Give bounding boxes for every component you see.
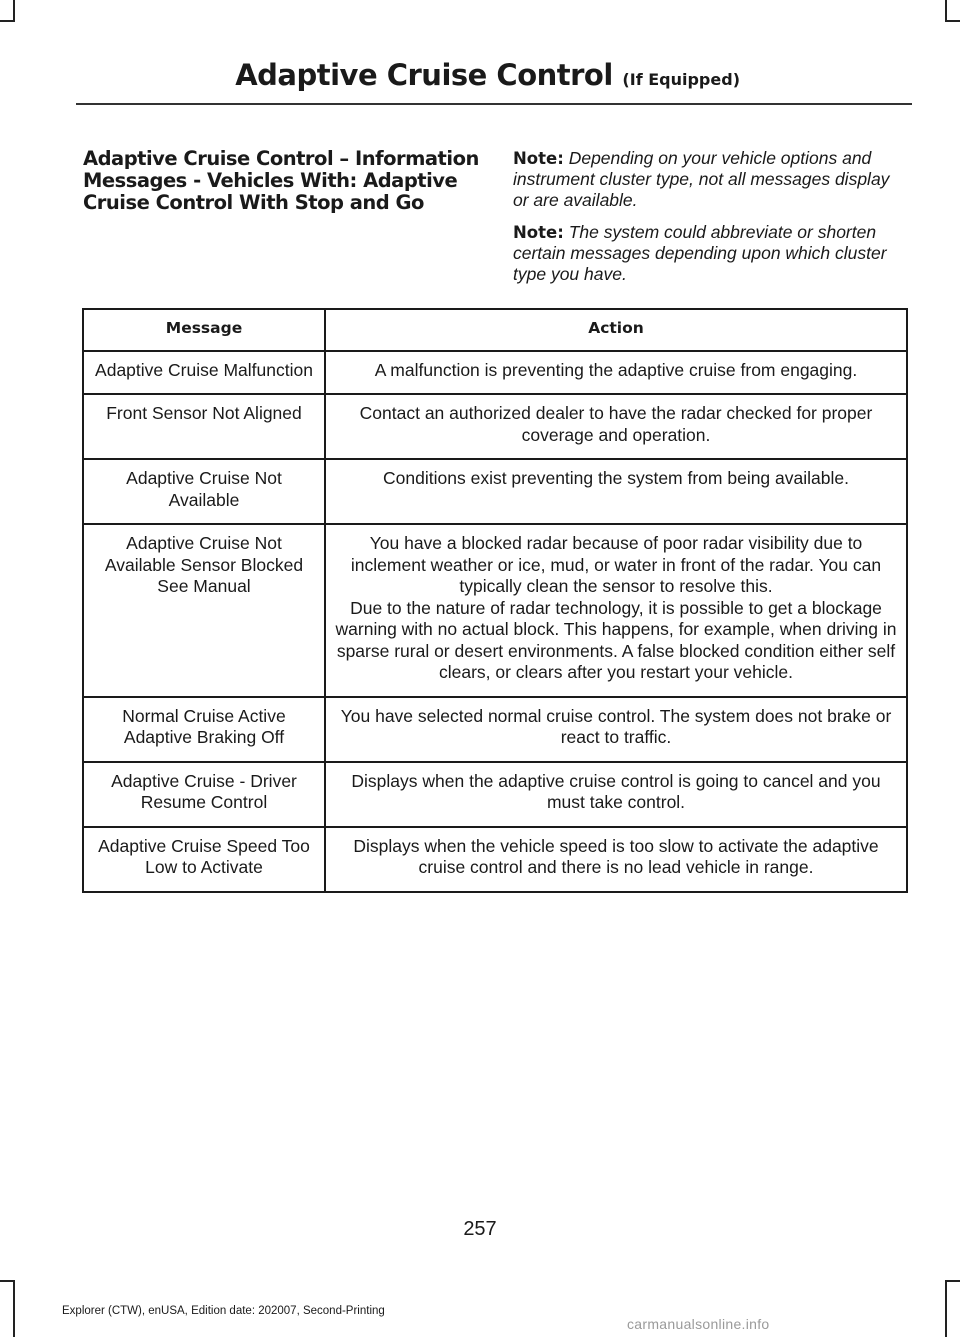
note-label: Note: [513,149,564,168]
table-row [83,827,907,892]
note-text: The system could abbreviate or shorten certain messages depending upon which cluster type you have. [513,222,887,284]
action-text: Due to the nature of radar technology, it is possible to get a blockage warning with no actual block. This happens, for example, when driving in sparse rural or desert environments. A false blocked condition either self clears, or clears after you restart your vehicle. [335,597,897,682]
note-label: Note: [513,223,564,242]
action-text: You have selected normal cruise control. The system does not brake or react to traffic. [340,705,892,747]
crop-mark [13,0,15,22]
crop-mark [945,1280,947,1337]
action-text: You have a blocked radar because of poor radar visibility due to inclement weather or ice, mud, or water in front of the radar. You can typically clean the sensor to resolve this. [350,533,882,596]
action-text: Contact an authorized dealer to have the radar checked for proper coverage and operation. [359,403,873,445]
action-cell [325,459,907,524]
column-header-action: Action [325,309,907,351]
message-cell: Adaptive Cruise - Driver Resume Control [83,762,325,827]
message-cell: Normal Cruise Active Adaptive Braking Off [83,697,325,762]
column-header-message: Message [83,309,325,351]
header-subtitle: (If Equipped) [622,70,740,89]
message-cell: Adaptive Cruise Malfunction [83,351,325,395]
action-cell [325,351,907,395]
table-row [83,697,907,762]
section-heading: Adaptive Cruise Control – Information Messages - Vehicles With: Adaptive Cruise Control With Stop and Go [83,147,479,214]
note-paragraph [513,222,908,285]
table-row [83,524,907,697]
message-cell: Adaptive Cruise Speed Too Low to Activate [83,827,325,892]
crop-mark [13,1280,15,1337]
messages-table [82,308,908,893]
page-number: 257 [463,1218,497,1240]
note-text: Depending on your vehicle options and instrument cluster type, not all messages display or are available. [513,148,890,210]
action-cell [325,394,907,459]
message-cell: Adaptive Cruise Not Available Sensor Blocked See Manual [83,524,325,697]
watermark: carmanualsonline.info [627,1316,770,1332]
action-cell [325,827,907,892]
action-text: Conditions exist preventing the system from being available. [383,468,849,488]
crop-mark [945,20,960,22]
crop-mark [945,0,947,22]
action-cell [325,524,907,697]
crop-mark [0,20,15,22]
message-cell: Front Sensor Not Aligned [83,394,325,459]
table-row [83,394,907,459]
action-text: Displays when the adaptive cruise control is going to cancel and you must take control. [351,770,881,812]
table-header-row [83,309,907,351]
table-row [83,762,907,827]
crop-mark [0,1280,15,1282]
crop-mark [945,1280,960,1282]
action-cell [325,697,907,762]
header-title-text: Adaptive Cruise Control [235,58,613,92]
action-text: Displays when the vehicle speed is too slow to activate the adaptive cruise control and there is no lead vehicle in range. [353,835,879,877]
notes-column [513,148,908,296]
table-row [83,459,907,524]
action-text: A malfunction is preventing the adaptive cruise from engaging. [374,359,858,380]
message-cell: Adaptive Cruise Not Available [83,459,325,524]
action-cell [325,762,907,827]
table-row [83,351,907,395]
edition-footer: Explorer (CTW), enUSA, Edition date: 202007, Second-Printing [62,1305,385,1317]
header-divider [76,103,912,105]
note-paragraph [513,148,908,211]
page-header-title [235,58,740,92]
